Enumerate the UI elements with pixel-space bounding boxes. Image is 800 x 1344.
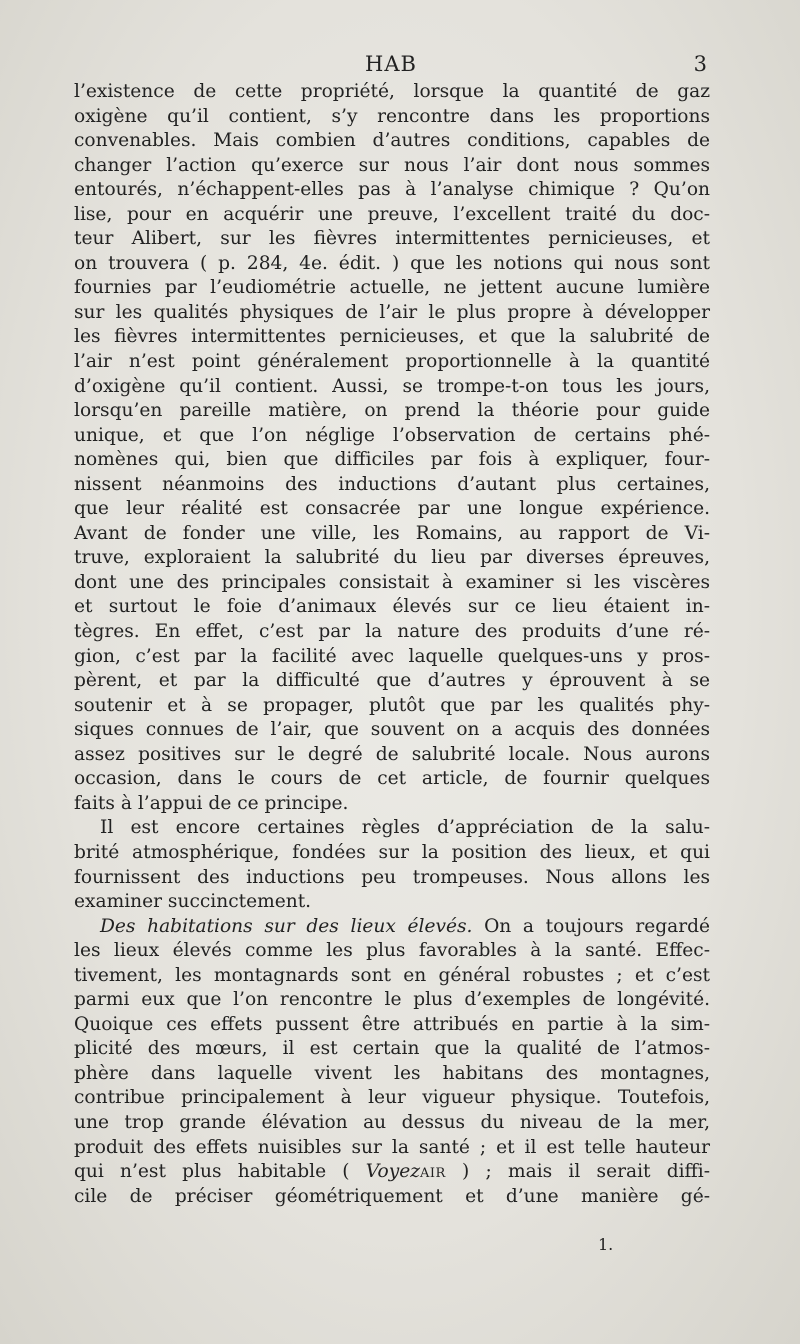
text-line: parmi eux que l’on rencontre le plus d’exemples de longévité.: [74, 989, 710, 1011]
text-line: Avant de fonder une ville, les Romains, au rapport de Vi-: [74, 522, 710, 544]
text-line: contribue principalement à leur vigueur physique. Toutefois,: [74, 1087, 710, 1109]
text-line: entourés, n’échappent-elles pas à l’analyse chimique ? Qu’on: [74, 179, 710, 201]
text-line: occasion, dans le cours de cet article, de fournir quelques: [74, 768, 710, 790]
paragraph-elevated-places: [74, 915, 710, 1210]
cross-reference: Voyez: [365, 1161, 421, 1183]
text-run: qui n’est plus habitable (: [74, 1161, 366, 1183]
text-line: siques connues de l’air, que souvent on a acquis des données: [74, 719, 710, 741]
text-line: que leur réalité est consacrée par une longue expérience.: [74, 498, 710, 520]
text-line: sur les qualités physiques de l’air le plus propre à développer: [74, 301, 710, 323]
text-line: truve, exploraient la salubrité du lieu par diverses épreuves,: [74, 547, 710, 569]
text-run: On a toujours regardé: [472, 915, 710, 937]
text-line: faits à l’appui de ce principe.: [74, 792, 349, 814]
body-text: [74, 80, 710, 1209]
text-line: Il est encore certaines règles d’appréciation de la salu-: [100, 817, 710, 839]
text-line: gion, c’est par la facilité avec laquelle quelques-uns y pros-: [74, 645, 710, 667]
text-line: oxigène qu’il contient, s’y rencontre dans les proportions: [74, 105, 710, 127]
text-line: fournissent des inductions peu trompeuses. Nous allons les: [74, 866, 710, 888]
text-line: produit des effets nuisibles sur la santé ; et il est telle hauteur: [74, 1136, 710, 1158]
text-line: soutenir et à se propager, plutôt que par les qualités phy-: [74, 694, 710, 716]
section-heading: Des habitations sur des lieux élevés.: [100, 915, 473, 937]
cross-reference-target: AIR: [420, 1166, 446, 1182]
text-run: ) ; mais il serait diffi-: [445, 1161, 710, 1183]
text-line: Quoique ces effets pussent être attribués en partie à la sim-: [74, 1013, 710, 1035]
text-line: les fièvres intermittentes pernicieuses, et que la salubrité de: [74, 326, 710, 348]
running-head: [74, 52, 708, 82]
text-line: examiner succinctement.: [74, 891, 312, 913]
text-line: pèrent, et par la difficulté que d’autres y éprouvent à se: [74, 670, 710, 692]
signature-mark: 1.: [598, 1235, 614, 1254]
page-number: 3: [693, 52, 708, 76]
text-line: brité atmosphérique, fondées sur la position des lieux, et qui: [74, 841, 710, 863]
text-line: et surtout le foie d’animaux élevés sur ce lieu étaient in-: [74, 596, 710, 618]
text-line: dont une des principales consistait à examiner si les viscères: [74, 571, 710, 593]
text-line: changer l’action qu’exerce sur nous l’air dont nous sommes: [74, 154, 710, 176]
text-line: lorsqu’en pareille matière, on prend la théorie pour guide: [74, 400, 710, 422]
text-line: tivement, les montagnards sont en général robustes ; et c’est: [74, 964, 710, 986]
text-line: l’existence de cette propriété, lorsque la quantité de gaz: [74, 81, 710, 102]
text-line: fournies par l’eudiométrie actuelle, ne jettent aucune lumière: [74, 277, 710, 299]
text-line: teur Alibert, sur les fièvres intermittentes pernicieuses, et: [74, 228, 710, 250]
text-line: lise, pour en acquérir une preuve, l’excellent traité du doc-: [74, 203, 710, 225]
text-line: unique, et que l’on néglige l’observation de certains phé-: [74, 424, 710, 446]
running-title: HAB: [365, 52, 417, 76]
text-line: assez positives sur le degré de salubrité locale. Nous aurons: [74, 743, 710, 765]
text-line: nissent néanmoins des inductions d’autant plus certaines,: [74, 473, 710, 495]
text-line: [74, 1160, 710, 1185]
paragraph-salubrity-measurement: [74, 80, 710, 816]
text-line: nomènes qui, bien que difficiles par fois à expliquer, four-: [74, 449, 710, 471]
paragraph-position-rules: [74, 816, 710, 914]
text-line: on trouvera ( p. 284, 4e. édit. ) que les notions qui nous sont: [74, 252, 710, 274]
text-line: une trop grande élévation au dessus du niveau de la mer,: [74, 1111, 710, 1133]
text-line: convenables. Mais combien d’autres conditions, capables de: [74, 130, 710, 152]
text-line: cile de préciser géométriquement et d’une manière gé-: [74, 1185, 710, 1207]
text-line: [74, 915, 710, 940]
text-line: d’oxigène qu’il contient. Aussi, se trompe-t-on tous les jours,: [74, 375, 710, 397]
text-line: phère dans laquelle vivent les habitans des montagnes,: [74, 1062, 710, 1084]
text-line: tègres. En effet, c’est par la nature des produits d’une ré-: [74, 621, 710, 643]
text-line: les lieux élevés comme les plus favorables à la santé. Effec-: [74, 940, 710, 962]
text-line: plicité des mœurs, il est certain que la qualité de l’atmos-: [74, 1038, 710, 1060]
text-line: l’air n’est point généralement proportionnelle à la quantité: [74, 351, 710, 373]
